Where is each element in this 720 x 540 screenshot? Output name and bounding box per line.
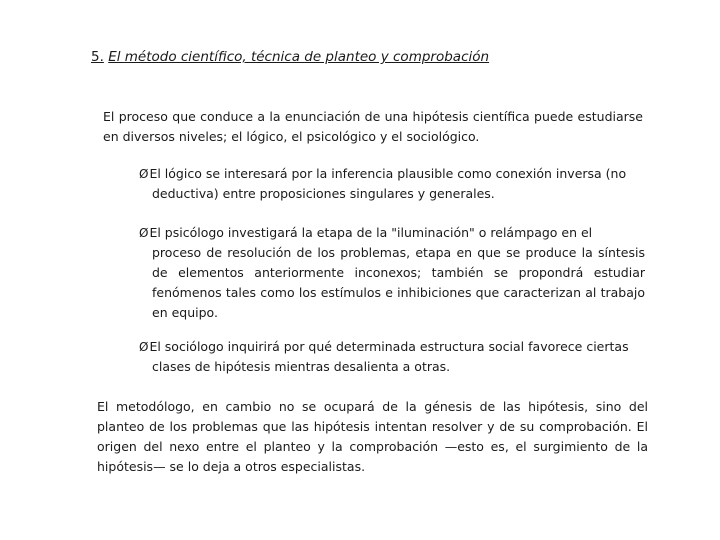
bullet-first-line: El psicólogo investigará la etapa de la "iluminación" o relámpago en el [149, 225, 593, 240]
bullet-first-line: El lógico se interesará por la inferencia plausible como conexión inversa (no [149, 166, 627, 181]
arrow-bullet-icon: Ø [139, 226, 149, 240]
section-title [91, 49, 489, 65]
bullet-logico [139, 164, 644, 204]
bullet-sociologo [139, 337, 647, 377]
bullet-continuation: clases de hipótesis mientras desalienta a otras. [152, 359, 451, 374]
bullet-first-line: El sociólogo inquirirá por qué determinada estructura social favorece ciertas [149, 339, 629, 354]
bullet-psicologo [139, 223, 645, 323]
intro-paragraph: El proceso que conduce a la enunciación de una hipótesis científica puede estudiarse en diversos niveles; el lógico, el psicológico y el sociológico. [103, 109, 643, 144]
arrow-bullet-icon: Ø [139, 340, 149, 354]
section-title-text: El método científico, técnica de planteo y comprobación [108, 49, 490, 65]
closing-paragraph: El metodólogo, en cambio no se ocupará de la génesis de las hipótesis, sino del planteo de los problemas que las hipótesis intentan resolver y de su comprobación. El origen del nexo entre el planteo y la comprobación —esto es, el surgimiento de la hipótesis— se lo deja a otros especialistas. [97, 399, 648, 474]
section-number: 5. [91, 49, 104, 65]
arrow-bullet-icon: Ø [139, 167, 149, 181]
bullet-continuation: deductiva) entre proposiciones singulares y generales. [152, 186, 495, 201]
bullet-continuation: proceso de resolución de los problemas, etapa en que se produce la síntesis de elementos anteriormente inconexos; también se propondrá estudiar fenómenos tales como los estímulos e inhibiciones que caracterizan al trabajo en equipo. [152, 245, 645, 320]
